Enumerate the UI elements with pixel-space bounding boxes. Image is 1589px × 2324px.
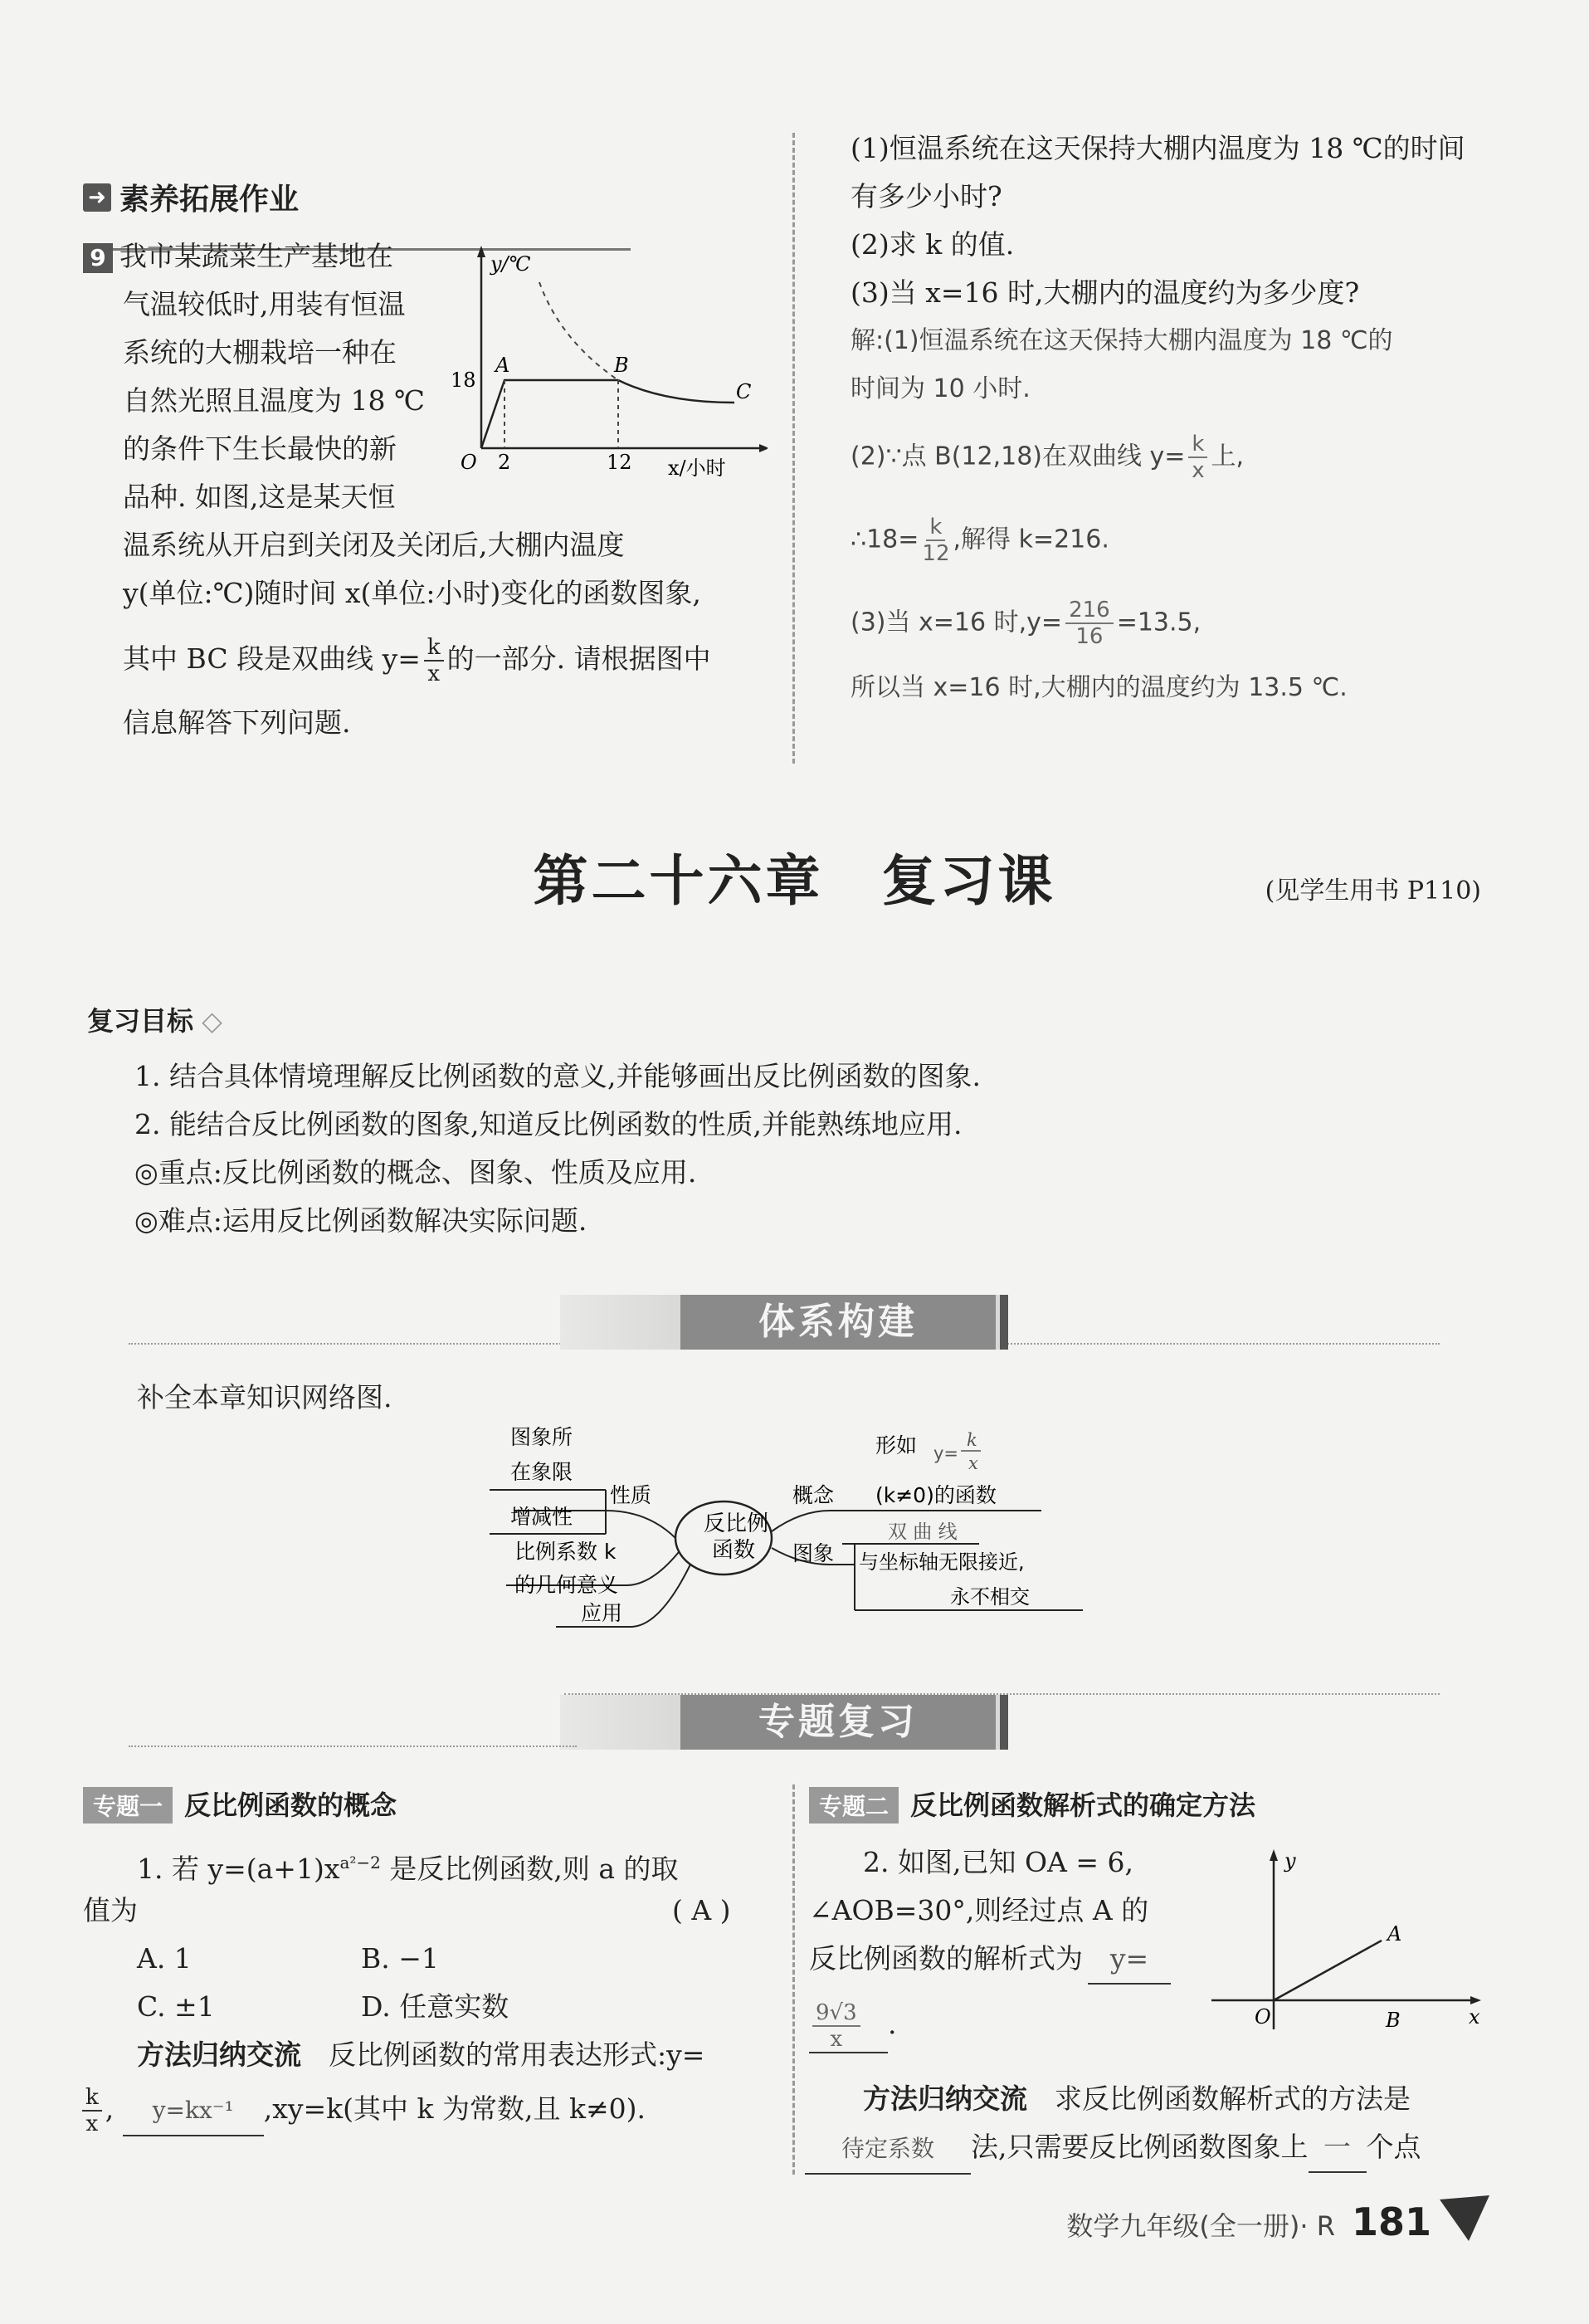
- question-9-line-7: y(单位:℃)随时间 x(单位:小时)变化的函数图象,: [123, 577, 701, 609]
- question-9-line-5: 品种. 如图,这是某天恒: [123, 481, 396, 513]
- corner-arrow-icon: [1435, 2191, 1494, 2249]
- node-quadrant-1: 图象所: [510, 1425, 573, 1449]
- fraction-k-over-x-3: $\frac{k}{x}$: [82, 2085, 102, 2136]
- fraction-9root3-over-x: $\frac{9√3}{x}$: [812, 2000, 860, 2052]
- banner-topics-label: 专题复习: [680, 1695, 996, 1750]
- svg-text:y: y: [1284, 1849, 1296, 1872]
- answer-3: (3)当 x=16 时,y= $\frac{216}{16}$ =13.5,: [851, 598, 1201, 649]
- curve-BC: [618, 380, 734, 403]
- option-b: B. −1: [361, 1942, 439, 1975]
- svg-text:A: A: [1387, 1922, 1402, 1946]
- graph-18-label: 18: [451, 369, 476, 392]
- question-9-line-6: 温系统从开启到关闭及关闭后,大棚内温度: [123, 529, 625, 561]
- topic2-method-line2: 待定系数 法,只需要反比例函数图象上 一 个点: [805, 2123, 1421, 2175]
- segment-OA: [1274, 1941, 1382, 2000]
- graph-2-label: 2: [498, 451, 511, 474]
- topic1-question: 1. 若 $y=(a+1)x^{a^2-2}$ 是反比例函数,则 a 的取: [137, 1853, 679, 1885]
- sub-question-2: (2)求 k 的值.: [851, 228, 1015, 261]
- goal-key: ◎重点:反比例函数的概念、图象、性质及应用.: [134, 1156, 697, 1189]
- node-kgeo-2: 的几何意义: [514, 1573, 619, 1597]
- blank-kx-inverse: y=kx⁻¹: [123, 2087, 264, 2136]
- question-9-line-2: 系统的大棚栽培一种在: [123, 336, 397, 369]
- column-divider: [792, 133, 795, 764]
- banner-system-label: 体系构建: [680, 1295, 996, 1350]
- goal-1: 1. 结合具体情境理解反比例函数的意义,并能够画出反比例函数的图象.: [134, 1060, 981, 1092]
- fraction-k-over-x-2: $\frac{k}{x}$: [1188, 432, 1207, 483]
- blank-undetermined-coef: 待定系数: [805, 2125, 971, 2175]
- graph-x-label: x/小时: [668, 456, 726, 480]
- topic2-header: [809, 1784, 1255, 1824]
- topic2-line-1: 2. 如图,已知 OA = 6,: [863, 1846, 1133, 1878]
- section-title: 素养拓展作业: [119, 183, 300, 217]
- footer-book-title: 数学九年级(全一册)· R: [1066, 2210, 1335, 2242]
- node-form: 形如: [875, 1433, 918, 1457]
- node-image: 图象: [792, 1541, 835, 1565]
- answer-3b: 所以当 x=16 时,大棚内的温度约为 13.5 ℃.: [851, 673, 1348, 702]
- y-axis-arrow: [477, 246, 485, 257]
- page-number: 181: [1351, 2200, 1431, 2244]
- goals-heading: 复习目标 ◇: [87, 1005, 222, 1037]
- question-9-line-8: 其中 BC 段是双曲线 y= $\frac{k}{x}$ 的一部分. 请根据图中: [123, 635, 711, 686]
- dashed-hyperbola: [539, 282, 618, 380]
- topic1-header: [83, 1784, 397, 1824]
- question-9-line-3: 自然光照且温度为 18 ℃: [123, 384, 425, 417]
- question-9-line-9: 信息解答下列问题.: [123, 706, 351, 739]
- graph-12-label: 12: [607, 451, 632, 474]
- chapter-title: 第二十六章 复习课: [533, 848, 1056, 913]
- topic2-answer: $\frac{9√3}{x}$ .: [809, 2000, 897, 2053]
- topic1-question-line2: 值为: [83, 1894, 138, 1926]
- column-divider-bottom: [792, 1784, 795, 2175]
- sub-question-1b: 有多少小时?: [851, 180, 1002, 212]
- graph-A-label: A: [495, 354, 510, 377]
- segment-OAB: [481, 380, 618, 448]
- question-9-line-0: 9 我市某蔬菜生产基地在: [83, 232, 393, 281]
- chapter-reference: (见学生用书 P110): [1265, 876, 1481, 906]
- arrow-icon: ➜: [83, 183, 111, 212]
- blank-y-equals: y=: [1088, 1935, 1171, 1985]
- center-label-2: 函数: [712, 1538, 756, 1563]
- graph-y-label: y/℃: [490, 252, 531, 276]
- diamond-arrow-icon: ◇: [193, 1005, 222, 1037]
- node-form-den: x: [968, 1453, 978, 1473]
- topic2-line-2: ∠AOB=30°,则经过点 A 的: [809, 1894, 1149, 1926]
- svg-text:O: O: [1255, 2005, 1271, 2029]
- mindmap-intro: 补全本章知识网络图.: [137, 1381, 392, 1413]
- fraction-k-over-x: $\frac{k}{x}$: [424, 635, 444, 686]
- node-monotonic: 增减性: [510, 1505, 573, 1529]
- sub-question-3: (3)当 x=16 时,大棚内的温度约为多少度?: [851, 276, 1360, 309]
- question-9-line-1: 气温较低时,用装有恒温: [123, 288, 406, 320]
- topic1-title: 反比例函数的概念: [184, 1789, 397, 1821]
- knowledge-map: [481, 1419, 1095, 1643]
- banner2-dotline-bottom: [129, 1745, 577, 1747]
- svg-text:x: x: [1469, 2005, 1480, 2029]
- answer-1: 解:(1)恒温系统在这天保持大棚内温度为 18 ℃的: [851, 326, 1393, 355]
- node-hyperbola: 双 曲 线: [888, 1521, 958, 1543]
- section-header: [83, 176, 299, 218]
- topic2-method: 方法归纳交流 求反比例函数解析式的方法是: [863, 2082, 1411, 2115]
- center-label-1: 反比例: [704, 1511, 769, 1536]
- fraction-k-over-12: $\frac{k}{12}$: [922, 515, 950, 566]
- goal-2: 2. 能结合反比例函数的图象,知道反比例函数的性质,并能熟练地应用.: [134, 1108, 963, 1140]
- topic2-title: 反比例函数解析式的确定方法: [910, 1789, 1256, 1821]
- node-asym-2: 永不相交: [950, 1585, 1030, 1609]
- blank-one: 一: [1309, 2123, 1367, 2173]
- graph-C-label: C: [736, 380, 752, 403]
- topic1-tag: 专题一: [83, 1787, 173, 1824]
- sub-question-1: (1)恒温系统在这天保持大棚内温度为 18 ℃的时间: [851, 132, 1465, 164]
- goal-hard: ◎难点:运用反比例函数解决实际问题.: [134, 1204, 587, 1237]
- page-footer: [1066, 2200, 1431, 2244]
- node-form-eq: y=: [933, 1443, 959, 1463]
- answer-1b: 时间为 10 小时.: [851, 374, 1031, 403]
- option-c: C. ±1: [137, 1990, 215, 2023]
- topic1-method: 方法归纳交流 反比例函数的常用表达形式:y=: [137, 2038, 705, 2071]
- x-axis-arrow: [759, 444, 768, 452]
- answer-2b: ∴18= $\frac{k}{12}$ ,解得 k=216.: [851, 515, 1109, 566]
- node-property: 性质: [610, 1483, 652, 1507]
- svg-text:B: B: [1386, 2009, 1401, 2032]
- temperature-graph: [444, 241, 768, 490]
- node-func: (k≠0)的函数: [875, 1483, 997, 1507]
- node-concept: 概念: [792, 1483, 835, 1507]
- question-9-line-4: 的条件下生长最快的新: [123, 432, 397, 465]
- answer-2: (2)∵点 B(12,18)在双曲线 y= $\frac{k}{x}$ 上,: [851, 432, 1245, 483]
- node-apply: 应用: [581, 1601, 623, 1625]
- question-number: 9: [83, 243, 113, 273]
- topic2-line-3: 反比例函数的解析式为 y=: [809, 1935, 1171, 1985]
- option-d: D. 任意实数: [361, 1990, 509, 2023]
- node-asym-1: 与坐标轴无限接近,: [859, 1550, 1025, 1574]
- graph-origin-label: O: [461, 451, 477, 474]
- banner-topics: [560, 1695, 1008, 1750]
- topic2-tag: 专题二: [809, 1787, 899, 1824]
- oab-graph: [1195, 1843, 1485, 2042]
- banner-system: [560, 1295, 1008, 1350]
- option-a: A. 1: [137, 1942, 192, 1975]
- node-form-num: k: [967, 1430, 977, 1450]
- graph-B-label: B: [614, 354, 629, 377]
- node-kgeo-1: 比例系数 k: [514, 1540, 617, 1564]
- node-quadrant-2: 在象限: [510, 1460, 573, 1484]
- fraction-216-over-16: $\frac{216}{16}$: [1065, 598, 1114, 649]
- topic1-answer: ( A ): [672, 1894, 731, 1926]
- topic1-method-line2: $\frac{k}{x}$ , y=kx⁻¹ ,xy=k(其中 k 为常数,且 k≠0).: [79, 2085, 646, 2136]
